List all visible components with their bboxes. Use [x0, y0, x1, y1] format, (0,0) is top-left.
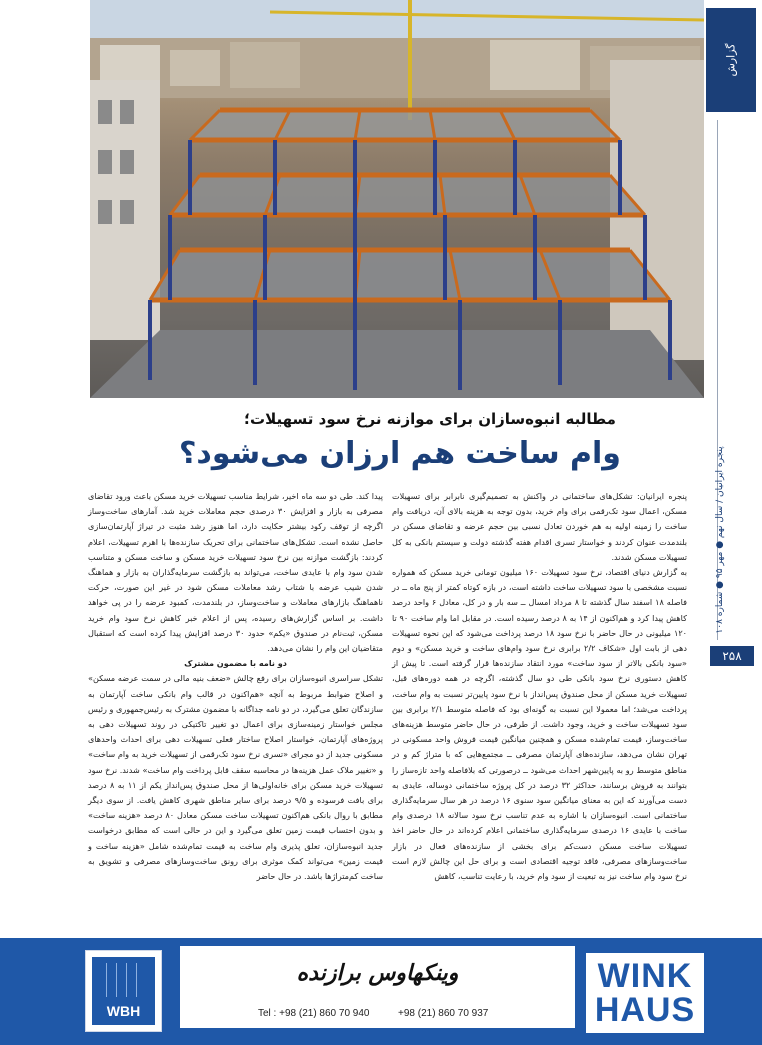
issue-info: [700, 420, 740, 660]
paragraph: پنجره ایرانیان: تشکل‌های ساختمانی در واکنش به تصمیم‌گیری نابرابر برای تسهیلات مسکن، اعمال سود تک‌رقمی برای وام خرید، بدون توجه به هزینه بالای آن، دریافت وام ساخت را زمینه اولیه به هم خوردن تعادل نسبی بین حجم عرضه و تقاضای مسکن در بلندمدت عنوان کردند و خواستار تسری اقدام هفته گذشته دولت و سیستم بانکی به کل تسهیلات مسکن شدند.: [392, 491, 687, 562]
article-subtitle: مطالبه انبوه‌سازان برای موازنه نرخ سود تسهیلات؛: [244, 410, 616, 428]
paragraph: به گزارش دنیای اقتصاد، نرخ سود تسهیلات ۱۶۰ میلیون تومانی خرید مسکن که همواره نسبت مشخصی با سود تسهیلات ساخت داشته است، در بازه کوتاه کمتر از پنج ماه ــ در فاصله ۱۸ اسفند سال گذشته تا ۸ مرداد امسال ــ سه بار و در کل، معادل ۶ واحد درصد کاهش پیدا کرد و هم‌اکنون از ۱۴ به ۸ درصد رسیده است. در مقابل اما وام ساخت ۹۰ تا ۱۲۰ میلیونی در حال حاضر با نرخ سود ۱۸ درصد پرداخت می‌شود که این نحوه تسهیلات دهی از بابت اول «شکاف ۲/۲ برابری نرخ سود وام‌های ساخت و خرید مسکن» و دوم «سود بانکی بالاتر از سود ساخت» مورد انتقاد سازنده‌ها قرار گرفته است. تا پیش از کاهش دستوری نرخ سود بانکی طی دو سال گذشته، اگرچه در همه دوره‌های قبل، تسهیلات خرید مسکن از محل صندوق پس‌انداز با نرخ سود پایین‌تر نسبت به وام ساخت، پرداخت می‌شد؛ اما معمولا این نسبت به گونه‌ای بود که فاصله متوسط ۲/۱ برابری بین سود تسهیلات ساخت و خرید، وجود داشت. از طرفی، در حال حاضر متوسط هزینه‌های ساخت‌وساز، قیمت تمام‌شده مسکن و همچنین میانگین قیمت فروش واحد مسکونی در تهران نشان می‌دهد، سازنده‌های آپارتمان مصرفی ــ مجتمع‌هایی که با متراژ کم و در مناطق متوسط رو به پایین‌شهر احداث می‌شود ــ درصورتی که بلافاصله واحد تازه‌ساز را بتوانند به فروش برسانند، حداکثر ۳۲ درصد در کل پروژه ساختمانی دوساله، عایدی به دست می‌آورند که این به معنای میانگین سود سنوی ۱۶ درصد در هر سال سرمایه‌گذاری ساختمانی است. انبوه‌سازان با اشاره به عدم تناسب نرخ سود سالانه ۱۸ درصدی وام ساخت با عایدی ۱۶ درصدی سرمایه‌گذاری ساختمانی اعلام کرده‌اند در حال حاضر اخذ تسهیلات ساخت مسکن دست‌کم برای بخشی از سازنده‌های فعال در بازار ساخت‌وسازهای مصرفی، فاقد توجیه اقتصادی است و برای حل این چالش لازم است نرخ سود وام ساخت نیز به تبعیت از سود وام خرید، با رعایت تناسب، کاهش: [392, 567, 688, 882]
paragraph: پیدا کند. طی دو سه ماه اخیر، شرایط مناسب تسهیلات خرید مسکن باعث ورود تقاضای مصرفی به بازار و افزایش ۳۰ درصدی حجم معاملات خرید شد. آمارهای ساخت‌وساز اگرچه از توقف رکود بیشتر حکایت دارد، اما هنوز رشد مثبت در تیراژ آپارتمان‌سازی حاصل نشده است. تشکل‌های ساختمانی برای تحریک سازنده‌ها با اهرم تسهیلات، اعلام کردند: بازگشت موازنه بین نرخ سود تسهیلات خرید مسکن و ساخت مسکن و متناسب شدن سود وام با عایدی ساخت، می‌تواند به بازگشت سرمایه‌گذاران به بازار و هماهنگ شدن شیب عرضه با شتاب رشد معاملات مسکن شود در غیر این صورت، حرکت ناهماهنگ بازارهای معاملات و ساخت‌وساز، در بلندمدت، کمبود عرضه را در پی خواهد داشت. بر اساس گزارش‌های رسیده، پس از اعلام خبر کاهش نرخ سود وام خرید مسکن، ثبت‌نام در صندوق «یکم» حدود ۳۰ درصد افزایش پیدا کرده است که استقبال متقاضیان این وام را نشان می‌دهد.: [88, 491, 383, 654]
article-title: وام ساخت هم ارزان می‌شود؟: [179, 436, 621, 471]
page-number: ۲۵۸: [710, 646, 754, 666]
issue-info-text: پنجره ایرانیان / سال نهم ● مهر ۹۵ ● شماره ۱۰۸: [715, 446, 725, 634]
winkhaus-logo-line1: WINK: [597, 957, 693, 995]
paragraph: تشکل سراسری انبوه‌سازان برای رفع چالش «ضعف بنیه مالی در سمت عرضه مسکن» و اصلاح ضوابط مربوط به آنچه «هم‌اکنون در قالب وام بانکی ساخت آپارتمان به سازندگان تعلق می‌گیرد، در دو نامه جداگانه با مضمون مشترک به رئیس‌جمهوری و رئیس مجلس خواستار زمینه‌سازی برای اعمال دو تغییر تاکتیکی در روند تسهیلات دهی به پروژه‌های آپارتمان، خواستار اصلاح ساختار فعلی تسهیلات دهی برای احداث واحدهای مسکونی جدید از دو مجرای «تسری نرخ سود تک‌رقمی از تسهیلات خرید به وام ساخت» و «تغییر ملاک عمل هزینه‌ها در محاسبه سقف قابل پرداخت وام ساخت» شدند. نرخ سود تسهیلات خرید مسکن برای خانه‌اولی‌ها از محل صندوق پس‌انداز یکم از ۱۱ به ۸ درصد برای بافت فرسوده و ۹/۵ درصد برای سایر مناطق شهری کاهش یافت. از سوی دیگر مطابق با روال بانکی هم‌اکنون تسهیلات ساخت مسکن معادل ۸۰ درصد «هزینه ساخت» و بدون احتساب قیمت زمین تعلق می‌گیرد و این در حالی است که مطابق درخواست جدید انبوه‌سازان، تعلق پذیری وام ساخت به قیمت تمام‌شده شامل «هزینه ساخت و قیمت زمین» می‌تواند کمک موثری برای رونق ساخت‌وسازهای مصرفی و تشویق به ساخت کم‌متراژها باشد. در حال حاضر: [88, 673, 383, 882]
phone-2: +98 (21) 860 70 937: [398, 1008, 489, 1019]
phone-1: Tel : +98 (21) 860 70 940: [258, 1008, 370, 1019]
article-column-right: [392, 489, 687, 884]
section-heading: دو نامه با مضمون مشترک: [184, 658, 287, 669]
wbh-logo: [85, 950, 162, 1032]
construction-photo: [90, 0, 704, 398]
section-tab: [706, 8, 756, 112]
wbh-logo-text: WBH: [106, 1003, 141, 1019]
advert-center-panel: [180, 946, 575, 1028]
advert-brand-text: وینکهاوس برازنده: [296, 960, 459, 986]
section-label: گزارش: [724, 43, 738, 77]
steel-frame-illustration: [90, 0, 704, 398]
article-column-left: [88, 489, 383, 884]
winkhaus-logo-line2: HAUS: [594, 991, 696, 1029]
winkhaus-logo: [586, 953, 704, 1033]
